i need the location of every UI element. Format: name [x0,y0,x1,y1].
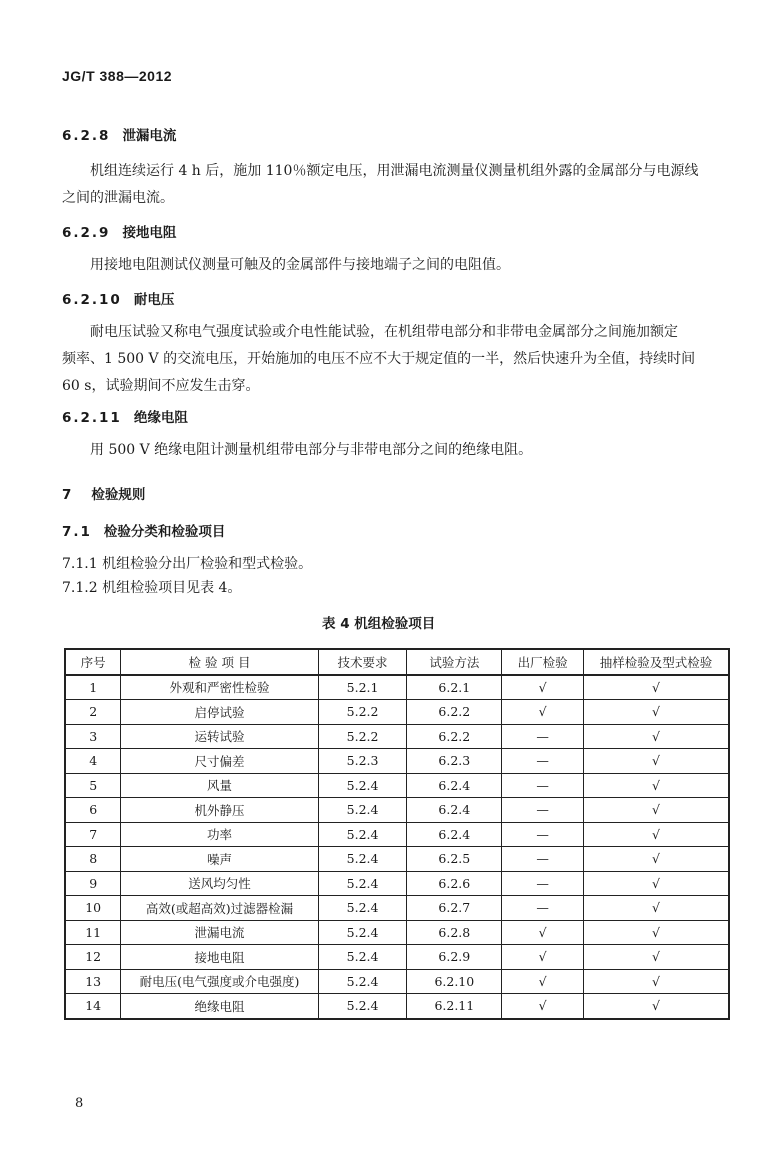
section-title: 耐电压 [133,292,175,308]
header-cell: 序号 [65,649,121,675]
paragraph-6-2-8 [90,158,698,185]
row-number-cell: 4 [65,749,121,774]
row-number-cell: 9 [65,871,121,896]
factory-inspection-cell: — [502,822,584,847]
section-heading-7-1 [62,520,225,540]
factory-inspection-cell: √ [502,700,584,725]
section-number: 6.2.11 [62,410,122,426]
table-row [65,847,729,872]
type-inspection-cell: √ [583,822,729,847]
section-title: 绝缘电阻 [133,410,188,426]
test-method-clause-cell: 6.2.6 [407,871,502,896]
factory-inspection-cell: — [502,847,584,872]
test-method-clause-cell: 6.2.11 [407,994,502,1019]
paragraph-line: 之间的泄漏电流。 [62,190,174,206]
clause-7-1-1: 7.1.1 机组检验分出厂检验和型式检验。 [62,556,313,572]
paragraph-line: 用 500 V 绝缘电阻计测量机组带电部分与非带电部分之间的绝缘电阻。 [90,442,533,458]
section-heading-6-2-11 [62,406,188,426]
requirement-clause-cell: 5.2.3 [318,749,407,774]
type-inspection-cell: √ [583,920,729,945]
factory-inspection-cell: √ [502,969,584,994]
type-inspection-cell: √ [583,945,729,970]
row-number-cell: 11 [65,920,121,945]
requirement-clause-cell: 5.2.4 [318,920,407,945]
header-cell: 出厂检验 [502,649,584,675]
section-title: 泄漏电流 [122,128,177,144]
type-inspection-cell: √ [583,896,729,921]
requirement-clause-cell: 5.2.4 [318,822,407,847]
row-number-cell: 5 [65,773,121,798]
paragraph-6-2-8-cont [62,185,174,212]
section-number: 6.2.8 [62,128,111,144]
item-name-cell: 功率 [121,822,318,847]
item-name-cell: 噪声 [121,847,318,872]
table-row [65,798,729,823]
table-header-row [65,649,729,675]
header-cell: 检 验 项 目 [121,649,318,675]
chapter-heading-7 [62,483,145,503]
type-inspection-cell: √ [583,847,729,872]
requirement-clause-cell: 5.2.2 [318,700,407,725]
paragraph-line: 耐电压试验又称电气强度试验或介电性能试验，在机组带电部分和非带电金属部分之间施加额定 [90,324,678,340]
row-number-cell: 7 [65,822,121,847]
item-name-cell: 耐电压(电气强度或介电强度) [121,969,318,994]
test-method-clause-cell: 6.2.2 [407,724,502,749]
table-row [65,700,729,725]
requirement-clause-cell: 5.2.4 [318,871,407,896]
paragraph-6-2-10-cont [62,346,695,400]
section-number: 6.2.9 [62,225,111,241]
requirement-clause-cell: 5.2.4 [318,945,407,970]
section-title: 接地电阻 [122,225,177,241]
table-row [65,920,729,945]
test-method-clause-cell: 6.2.4 [407,798,502,823]
factory-inspection-cell: √ [502,945,584,970]
type-inspection-cell: √ [583,798,729,823]
factory-inspection-cell: √ [502,920,584,945]
table-row [65,724,729,749]
requirement-clause-cell: 5.2.2 [318,724,407,749]
paragraph-line: 60 s，试验期间不应发生击穿。 [62,378,260,394]
table-row [65,994,729,1019]
row-number-cell: 6 [65,798,121,823]
table-caption: 表 4 机组检验项目 [322,616,436,632]
factory-inspection-cell: — [502,749,584,774]
clause-7-1-2: 7.1.2 机组检验项目见表 4。 [62,580,242,596]
paragraph-6-2-9 [90,252,510,279]
type-inspection-cell: √ [583,969,729,994]
section-title: 检验分类和检验项目 [103,524,226,540]
page-number: 8 [75,1096,84,1111]
table-row [65,871,729,896]
table-row [65,896,729,921]
table-row [65,675,729,700]
requirement-clause-cell: 5.2.1 [318,675,407,700]
item-name-cell: 风量 [121,773,318,798]
factory-inspection-cell: — [502,773,584,798]
requirement-clause-cell: 5.2.4 [318,969,407,994]
type-inspection-cell: √ [583,773,729,798]
type-inspection-cell: √ [583,675,729,700]
header-cell: 抽样检验及型式检验 [583,649,729,675]
type-inspection-cell: √ [583,749,729,774]
test-method-clause-cell: 6.2.2 [407,700,502,725]
row-number-cell: 3 [65,724,121,749]
requirement-clause-cell: 5.2.4 [318,994,407,1019]
type-inspection-cell: √ [583,871,729,896]
requirement-clause-cell: 5.2.4 [318,847,407,872]
test-method-clause-cell: 6.2.10 [407,969,502,994]
item-name-cell: 机外静压 [121,798,318,823]
item-name-cell: 外观和严密性检验 [121,675,318,700]
header-cell: 技术要求 [318,649,407,675]
table-row [65,822,729,847]
section-number: 6.2.10 [62,292,122,308]
test-method-clause-cell: 6.2.5 [407,847,502,872]
header-cell: 试验方法 [407,649,502,675]
requirement-clause-cell: 5.2.4 [318,798,407,823]
factory-inspection-cell: — [502,871,584,896]
inspection-items-table [64,648,730,1020]
section-heading-6-2-9 [62,221,176,241]
section-title: 检验规则 [91,487,146,503]
section-heading-6-2-8 [62,124,176,144]
table-row [65,969,729,994]
paragraph-line: 机组连续运行 4 h 后，施加 110％额定电压，用泄漏电流测量仪测量机组外露的金属部分与电源线 [90,163,699,179]
type-inspection-cell: √ [583,994,729,1019]
row-number-cell: 1 [65,675,121,700]
section-heading-6-2-10 [62,288,174,308]
table-row [65,945,729,970]
section-number: 7.1 [62,524,92,540]
item-name-cell: 送风均匀性 [121,871,318,896]
item-name-cell: 尺寸偏差 [121,749,318,774]
section-number: 7 [62,487,74,503]
factory-inspection-cell: √ [502,675,584,700]
row-number-cell: 12 [65,945,121,970]
paragraph-line: 频率、1 500 V 的交流电压，开始施加的电压不应不大于规定值的一半，然后快速升为全值，持续时间 [62,351,696,367]
factory-inspection-cell: — [502,896,584,921]
row-number-cell: 14 [65,994,121,1019]
requirement-clause-cell: 5.2.4 [318,896,407,921]
item-name-cell: 绝缘电阻 [121,994,318,1019]
test-method-clause-cell: 6.2.1 [407,675,502,700]
table-row [65,773,729,798]
factory-inspection-cell: — [502,724,584,749]
row-number-cell: 13 [65,969,121,994]
type-inspection-cell: √ [583,700,729,725]
requirement-clause-cell: 5.2.4 [318,773,407,798]
row-number-cell: 8 [65,847,121,872]
item-name-cell: 泄漏电流 [121,920,318,945]
item-name-cell: 接地电阻 [121,945,318,970]
test-method-clause-cell: 6.2.8 [407,920,502,945]
paragraph-line: 用接地电阻测试仪测量可触及的金属部件与接地端子之间的电阻值。 [90,257,510,273]
paragraph-6-2-11 [90,437,532,464]
factory-inspection-cell: √ [502,994,584,1019]
test-method-clause-cell: 6.2.3 [407,749,502,774]
row-number-cell: 2 [65,700,121,725]
test-method-clause-cell: 6.2.9 [407,945,502,970]
paragraph-6-2-10 [90,319,678,346]
test-method-clause-cell: 6.2.4 [407,822,502,847]
test-method-clause-cell: 6.2.7 [407,896,502,921]
table-row [65,749,729,774]
standard-code: JG/T 388—2012 [62,68,173,84]
item-name-cell: 启停试验 [121,700,318,725]
item-name-cell: 高效(或超高效)过滤器检漏 [121,896,318,921]
factory-inspection-cell: — [502,798,584,823]
row-number-cell: 10 [65,896,121,921]
type-inspection-cell: √ [583,724,729,749]
item-name-cell: 运转试验 [121,724,318,749]
test-method-clause-cell: 6.2.4 [407,773,502,798]
